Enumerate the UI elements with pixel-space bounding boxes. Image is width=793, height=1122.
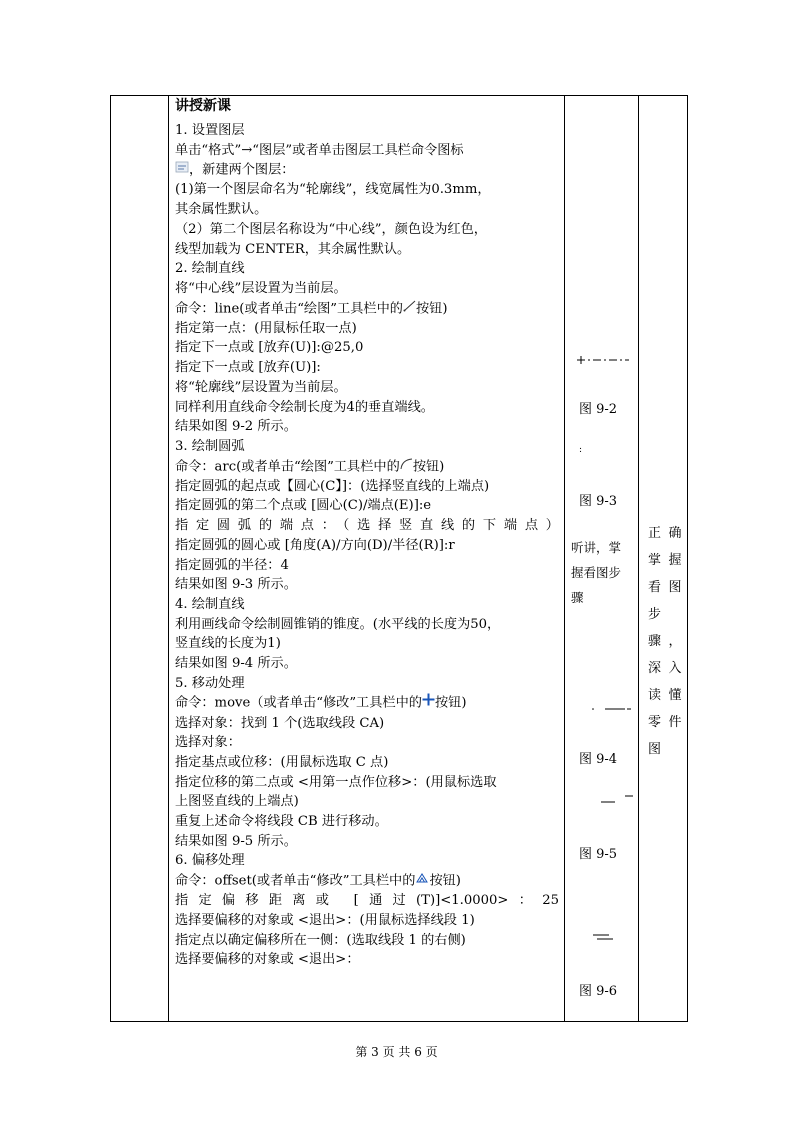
lesson-line: 指定第一点：(用鼠标任取一点) bbox=[175, 320, 357, 336]
lesson-line: （2）第二个图层名称设为“中心线”，颜色设为红色， bbox=[175, 221, 487, 237]
lesson-line: 1. 设置图层 bbox=[175, 123, 245, 138]
figure-9-2-drawing bbox=[575, 355, 631, 365]
lesson-line: 5. 移动处理 bbox=[175, 675, 245, 691]
lesson-line-text: 按钮) bbox=[412, 459, 445, 475]
figure-9-4-label: 图 9-4 bbox=[579, 752, 618, 767]
lesson-line bbox=[175, 160, 559, 180]
figure-colon-mark: : bbox=[579, 445, 583, 455]
lesson-line: 重复上述命令将线段 CB 进行移动。 bbox=[175, 814, 388, 830]
arc-icon bbox=[400, 457, 413, 477]
lesson-heading: 讲授新课 bbox=[175, 98, 231, 114]
lesson-line-text: ，新建两个图层： bbox=[189, 162, 295, 178]
lesson-line-text: 命令：arc(或者单击“绘图”工具栏中的 bbox=[175, 459, 400, 475]
goal-note: 正确掌握看图步骤，深入读懂零件图 bbox=[648, 526, 682, 757]
lesson-content bbox=[171, 95, 559, 970]
student-activity-note: 听讲，掌握看图步骤 bbox=[571, 540, 622, 605]
table-divider-1 bbox=[168, 95, 169, 1022]
table-divider-2 bbox=[564, 95, 565, 1022]
lesson-line: 结果如图 9-3 所示。 bbox=[175, 577, 297, 593]
lesson-line: 3. 绘制圆弧 bbox=[175, 438, 245, 454]
move-icon bbox=[422, 693, 435, 713]
table-border-left bbox=[110, 95, 111, 1022]
lesson-line: 指定圆弧的第二个点或 [圆心(C)/端点(E)]:e bbox=[175, 498, 432, 514]
lesson-line-text: 命令：line(或者单击“绘图”工具栏中的 bbox=[175, 301, 403, 317]
figure-9-5-drawing bbox=[601, 793, 637, 805]
offset-icon bbox=[415, 871, 429, 891]
lesson-line: 4. 绘制直线 bbox=[175, 596, 245, 612]
lesson-line: 上图竖直线的上端点) bbox=[175, 794, 299, 810]
lesson-line bbox=[175, 457, 559, 477]
lesson-line: 将“轮廓线”层设置为当前层。 bbox=[175, 379, 347, 395]
lesson-line bbox=[175, 299, 559, 319]
lesson-line: 2. 绘制直线 bbox=[175, 261, 245, 277]
table-border-right bbox=[687, 95, 688, 1022]
lesson-line-text: 按钮) bbox=[429, 873, 461, 889]
figure-9-2-label: 图 9-2 bbox=[579, 402, 618, 417]
lesson-line: (1)第一个图层命名为“轮廓线”，线宽属性为0.3mm， bbox=[175, 182, 491, 198]
lesson-line: 利用画线命令绘制圆锥销的锥度。(水平线的长度为50， bbox=[175, 616, 501, 632]
figure-9-3-label: 图 9-3 bbox=[579, 494, 618, 509]
lesson-lines bbox=[175, 121, 559, 970]
lesson-line: 指定点以确定偏移所在一侧：(选取线段 1 的右侧) bbox=[175, 932, 466, 948]
figure-9-5-label: 图 9-5 bbox=[579, 847, 618, 862]
lesson-line: 结果如图 9-2 所示。 bbox=[175, 419, 297, 435]
lesson-line: 指定圆弧的起点或【圆心(C】]：(选择竖直线的上端点) bbox=[175, 478, 490, 494]
lesson-line: 其余属性默认。 bbox=[175, 202, 268, 218]
lesson-line: 6. 偏移处理 bbox=[175, 853, 245, 869]
lesson-line bbox=[175, 871, 559, 891]
lesson-table bbox=[110, 95, 688, 1022]
layer-icon bbox=[175, 160, 189, 180]
lesson-line: 选择对象： bbox=[175, 735, 241, 751]
lesson-line: 选择要偏移的对象或 <退出>： bbox=[175, 952, 360, 968]
lesson-line: 结果如图 9-4 所示。 bbox=[175, 656, 297, 672]
lesson-line: 将“中心线”层设置为当前层。 bbox=[175, 280, 347, 296]
lesson-line: 指定圆弧的半径：4 bbox=[175, 557, 289, 573]
table-divider-3 bbox=[638, 95, 639, 1022]
lesson-line: 指定圆弧的圆心或 [角度(A)/方向(D)/半径(R)]:r bbox=[175, 537, 455, 553]
lesson-line: 指定圆弧的端点：（选择竖直线的下端点） bbox=[175, 518, 559, 534]
lesson-line: 指定下一点或 [放弃(U)]: bbox=[175, 360, 321, 376]
lesson-line: 结果如图 9-5 所示。 bbox=[175, 833, 297, 849]
lesson-line-text: 按钮) bbox=[416, 301, 448, 317]
lesson-line-text: 命令：offset(或者单击“修改”工具栏中的 bbox=[175, 873, 416, 889]
lesson-line-text: 按钮) bbox=[435, 695, 467, 711]
figure-9-6-label: 图 9-6 bbox=[579, 984, 618, 999]
figure-9-6-drawing bbox=[591, 931, 617, 943]
lesson-line: 指定下一点或 [放弃(U)]:@25,0 bbox=[175, 340, 364, 356]
lesson-line-text: 命令：move（或者单击“修改”工具栏中的 bbox=[175, 695, 422, 711]
lesson-line: 同样利用直线命令绘制长度为4的垂直端线。 bbox=[175, 399, 434, 415]
figure-9-4-drawing bbox=[591, 703, 635, 713]
lesson-line: 选择对象：找到 1 个(选取线段 CA) bbox=[175, 715, 385, 731]
line-icon bbox=[403, 299, 416, 319]
lesson-line: 选择要偏移的对象或 <退出>：(用鼠标选择线段 1) bbox=[175, 912, 475, 928]
table-bottom-border bbox=[110, 1021, 688, 1022]
lesson-line: 指定位移的第二点或 <用第一点作位移>：(用鼠标选取 bbox=[175, 774, 497, 790]
lesson-line: 单击“格式”→“图层”或者单击图层工具栏命令图标 bbox=[175, 142, 464, 158]
lesson-line: 线型加载为 CENTER，其余属性默认。 bbox=[175, 241, 411, 257]
lesson-line: 竖直线的长度为1) bbox=[175, 636, 281, 652]
lesson-line: 指定基点或位移：(用鼠标选取 C 点) bbox=[175, 754, 389, 770]
lesson-line bbox=[175, 693, 559, 713]
page-footer: 第 3 页 共 6 页 bbox=[355, 1045, 438, 1059]
lesson-line: 指定偏移距离或 [通过(T)]<1.0000>：25 bbox=[175, 893, 559, 909]
